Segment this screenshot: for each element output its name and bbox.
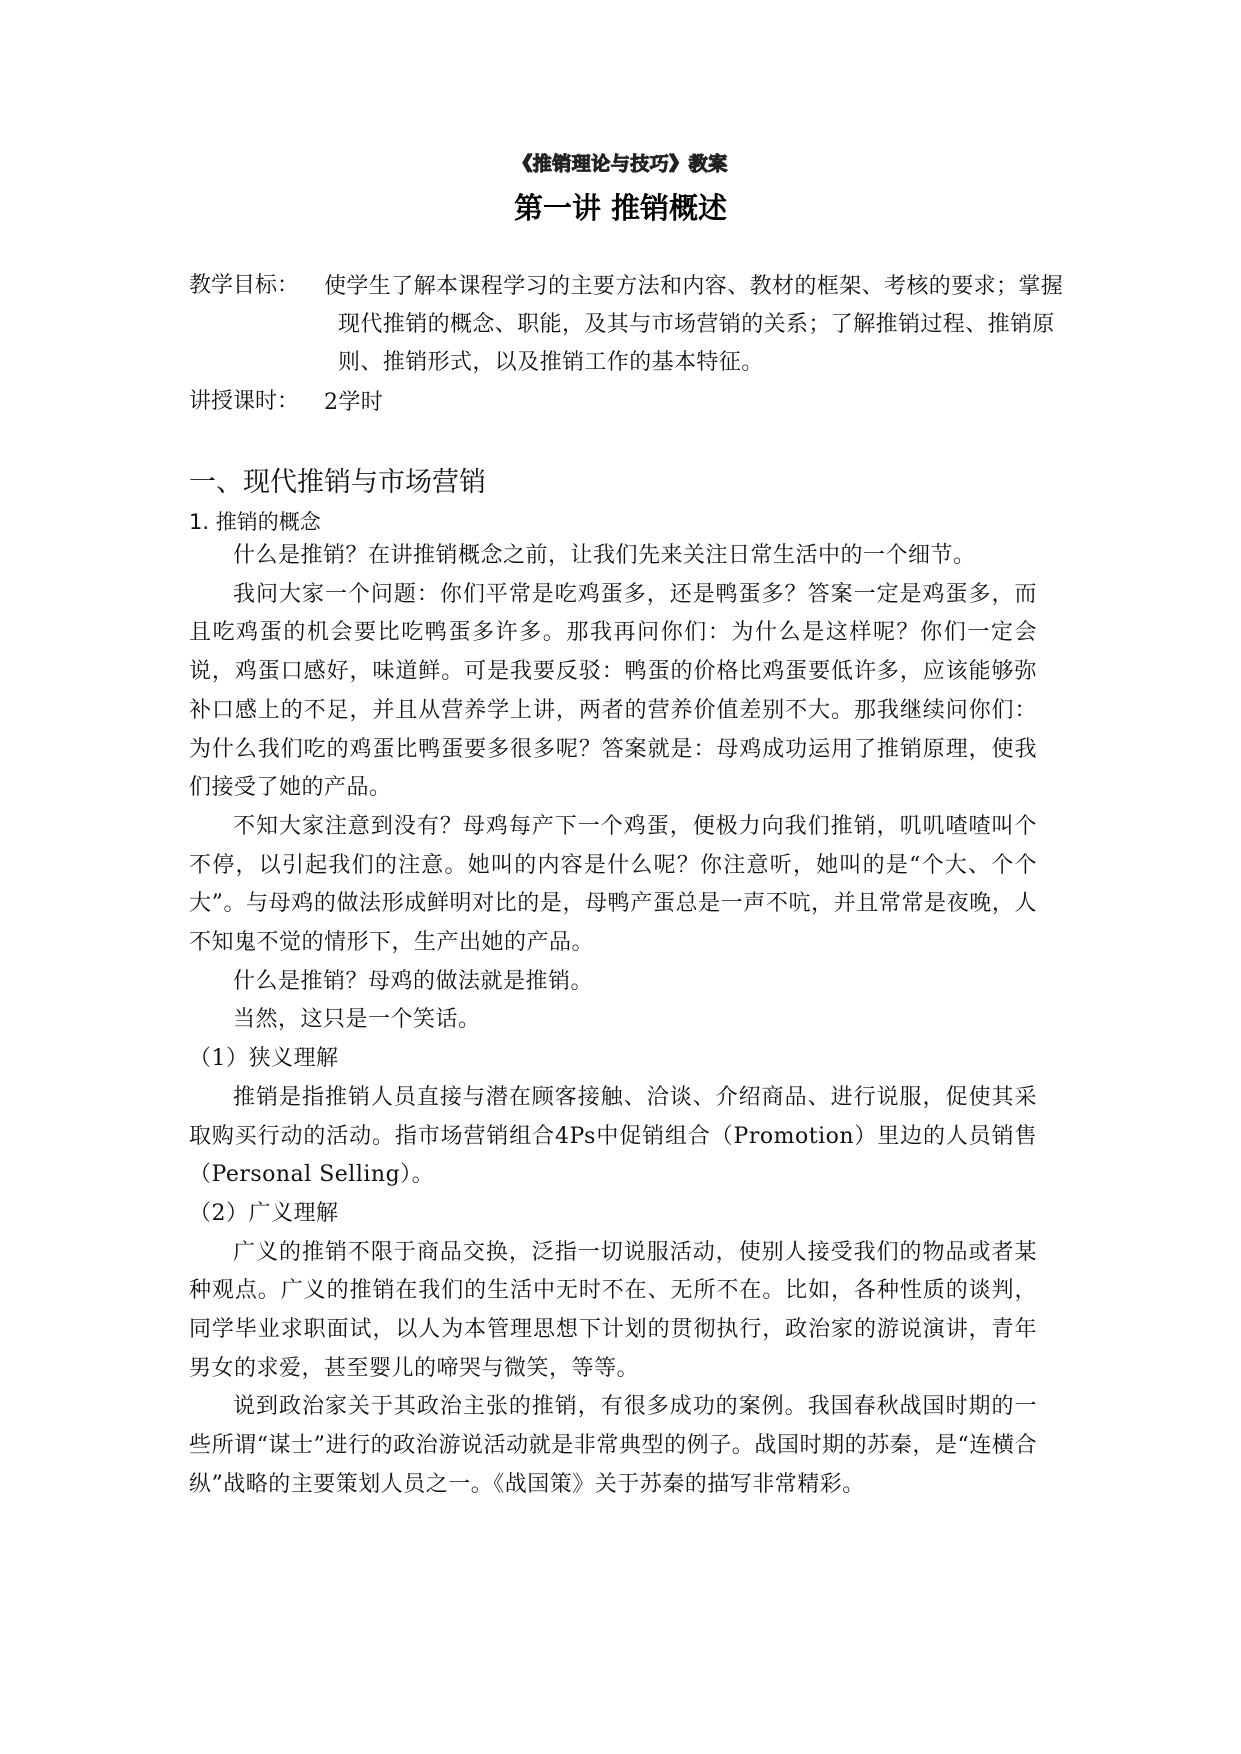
paragraph: 什么是推销？在讲推销概念之前，让我们先来关注日常生活中的一个细节。	[233, 543, 976, 568]
paragraph: 说到政治家关于其政治主张的推销，有很多成功的案例。我国春秋战国时期的一些所谓“谋士”进行的政治游说活动就是非常典型的例子。战国时期的苏秦，是“连横合纵”战略的主要策划人员之一。《战国策》关于苏秦的描写非常精彩。	[189, 1394, 1037, 1497]
paragraph: 什么是推销？母鸡的做法就是推销。	[233, 968, 594, 994]
paragraph: 我问大家一个问题：你们平常是吃鸡蛋多，还是鸭蛋多？答案一定是鸡蛋多，而且吃鸡蛋的机会要比吃鸭蛋多许多。那我再问你们：为什么是这样呢？你们一定会说，鸡蛋口感好，味道鲜。可是我要反驳：鸭蛋的价格比鸡蛋要低许多，应该能够弥补口感上的不足，并且从营养学上讲，两者的营养价值差别不大。那我继续问你们：为什么我们吃的鸡蛋比鸭蛋要多很多呢？答案就是：母鸡成功运用了推销原理，使我们接受了她的产品。	[189, 581, 1037, 801]
section-heading: 一、现代推销与市场营销	[189, 467, 486, 498]
body-text	[189, 537, 1037, 1505]
paragraph: 推销是指推销人员直接与潜在顾客接触、洽谈、介绍商品、进行说服，促使其采取购买行动的活动。指市场营销组合4Ps中促销组合（Promotion）里边的人员销售（Personal Selling）。	[189, 1084, 1037, 1188]
paragraph: 不知大家注意到没有？母鸡每产下一个鸡蛋，便极力向我们推销，叽叽喳喳叫个不停，以引起我们的注意。她叫的内容是什么呢？你注意听，她叫的是“个大、个个大”。与母鸡的做法形成鲜明对比的是，母鸭产蛋总是一声不吭，并且常常是夜晚，人不知鬼不觉的情形下，生产出她的产品。	[189, 813, 1037, 956]
document-header-note: 《推销理论与技巧》教案	[513, 153, 728, 175]
paragraph: 当然，这只是一个笑话。	[233, 1007, 481, 1033]
paragraph: 广义的推销不限于商品交换，泛指一切说服活动，使别人接受我们的物品或者某种观点。广义的推销在我们的生活中无时不在、无所不在。比如，各种性质的谈判，同学毕业求职面试，以人为本管理思想下计划的贯彻执行，政治家的游说演讲，青年男女的求爱，甚至婴儿的啼哭与微笑，等等。	[189, 1239, 1037, 1381]
subsection-heading: 1. 推销的概念	[189, 510, 321, 534]
lecture-title: 第一讲 推销概述	[513, 191, 728, 225]
lecture-hours-label: 讲授课时：	[189, 389, 300, 414]
teaching-goal-text: 使学生了解本课程学习的主要方法和内容、教材的框架、考核的要求；掌握现代推销的概念、职能，及其与市场营销的关系；了解推销过程、推销原则、推销形式，以及推销工作的基本特征。	[324, 274, 1064, 375]
teaching-goal-label: 教学目标：	[189, 273, 300, 298]
broad-understanding-heading: （2）广义理解	[189, 1200, 339, 1226]
lecture-hours-text: 2学时	[324, 390, 384, 415]
narrow-understanding-heading: （1）狭义理解	[189, 1046, 339, 1072]
